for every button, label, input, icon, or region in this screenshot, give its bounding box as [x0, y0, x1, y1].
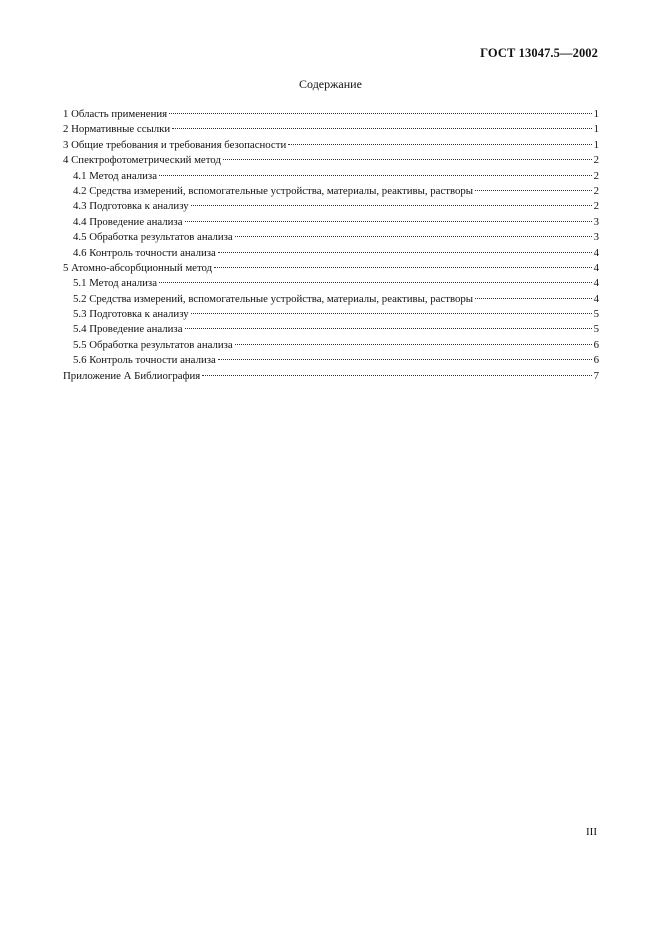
- toc-entry[interactable]: [63, 276, 599, 291]
- toc-entry-page: 4: [593, 292, 599, 305]
- toc-entry[interactable]: [63, 153, 599, 168]
- toc-entry[interactable]: [63, 338, 599, 353]
- toc-entry-page: 2: [593, 154, 599, 167]
- toc-entry[interactable]: [63, 138, 599, 153]
- toc-entry-label: 5.4 Проведение анализа: [73, 323, 183, 336]
- toc-entry[interactable]: [63, 307, 599, 322]
- toc-entry-label: 5.6 Контроль точности анализа: [73, 354, 216, 367]
- toc-entry[interactable]: [63, 184, 599, 199]
- toc-entry-label: 5.2 Средства измерений, вспомогательные устройства, материалы, реактивы, растворы: [73, 292, 474, 305]
- toc-entry-page: 6: [593, 354, 599, 367]
- dot-leader: [159, 175, 592, 176]
- dot-leader: [169, 113, 591, 114]
- toc-entry-label: 5.3 Подготовка к анализу: [73, 308, 189, 321]
- toc-entry-page: 4: [593, 246, 599, 259]
- toc-entry-page: 6: [593, 338, 599, 351]
- toc-entry-page: 4: [593, 261, 599, 274]
- toc-entry-page: 2: [593, 200, 599, 213]
- dot-leader: [235, 344, 592, 345]
- dot-leader: [218, 359, 592, 360]
- toc-entry-label: 5 Атомно-абсорбционный метод: [63, 261, 213, 274]
- toc-entry-page: 1: [593, 123, 599, 136]
- toc-entry-label: Приложение А Библиография: [63, 369, 201, 382]
- toc-entry[interactable]: [63, 122, 599, 137]
- toc-entry-label: 3 Общие требования и требования безопасности: [63, 138, 287, 151]
- toc-entry[interactable]: [63, 353, 599, 368]
- toc-entry-label: 5.1 Метод анализа: [73, 277, 157, 290]
- toc-entry-label: 4.3 Подготовка к анализу: [73, 200, 189, 213]
- dot-leader: [218, 252, 592, 253]
- toc-title: Содержание: [299, 77, 362, 91]
- toc-entry[interactable]: [63, 107, 599, 122]
- table-of-contents: [63, 107, 599, 384]
- toc-entry-label: 4.5 Обработка результатов анализа: [73, 231, 233, 244]
- toc-entry-label: 4.6 Контроль точности анализа: [73, 246, 216, 259]
- dot-leader: [185, 328, 592, 329]
- dot-leader: [214, 267, 591, 268]
- toc-entry[interactable]: [63, 369, 599, 384]
- toc-entry[interactable]: [63, 215, 599, 230]
- dot-leader: [288, 144, 591, 145]
- toc-entry-label: 5.5 Обработка результатов анализа: [73, 338, 233, 351]
- toc-entry-label: 1 Область применения: [63, 108, 168, 120]
- toc-entry-label: 4.4 Проведение анализа: [73, 215, 183, 228]
- toc-entry[interactable]: [63, 199, 599, 214]
- document-code: ГОСТ 13047.5—2002: [480, 46, 598, 60]
- toc-entry[interactable]: [63, 261, 599, 276]
- toc-entry[interactable]: [63, 169, 599, 184]
- toc-entry[interactable]: [63, 292, 599, 307]
- toc-entry-page: 5: [593, 323, 599, 336]
- toc-entry-label: 4.2 Средства измерений, вспомогательные устройства, материалы, реактивы, растворы: [73, 184, 474, 197]
- toc-entry-page: 3: [593, 231, 599, 244]
- dot-leader: [172, 128, 591, 129]
- toc-entry-page: 3: [593, 215, 599, 228]
- dot-leader: [475, 190, 592, 191]
- page-number: III: [586, 826, 597, 838]
- toc-entry-page: 5: [593, 308, 599, 321]
- toc-entry[interactable]: [63, 322, 599, 337]
- dot-leader: [235, 236, 592, 237]
- dot-leader: [191, 205, 592, 206]
- toc-entry-page: 1: [593, 108, 599, 120]
- toc-entry-page: 1: [593, 138, 599, 151]
- dot-leader: [191, 313, 592, 314]
- toc-entry-page: 7: [593, 369, 599, 382]
- toc-entry-page: 4: [593, 277, 599, 290]
- dot-leader: [475, 298, 592, 299]
- dot-leader: [202, 375, 591, 376]
- dot-leader: [223, 159, 592, 160]
- dot-leader: [159, 282, 592, 283]
- toc-entry-label: 2 Нормативные ссылки: [63, 123, 171, 136]
- toc-entry[interactable]: [63, 230, 599, 245]
- dot-leader: [185, 221, 592, 222]
- toc-entry-page: 2: [593, 169, 599, 182]
- toc-entry-label: 4 Спектрофотометрический метод: [63, 154, 221, 167]
- toc-entry[interactable]: [63, 246, 599, 261]
- toc-entry-page: 2: [593, 184, 599, 197]
- toc-entry-label: 4.1 Метод анализа: [73, 169, 157, 182]
